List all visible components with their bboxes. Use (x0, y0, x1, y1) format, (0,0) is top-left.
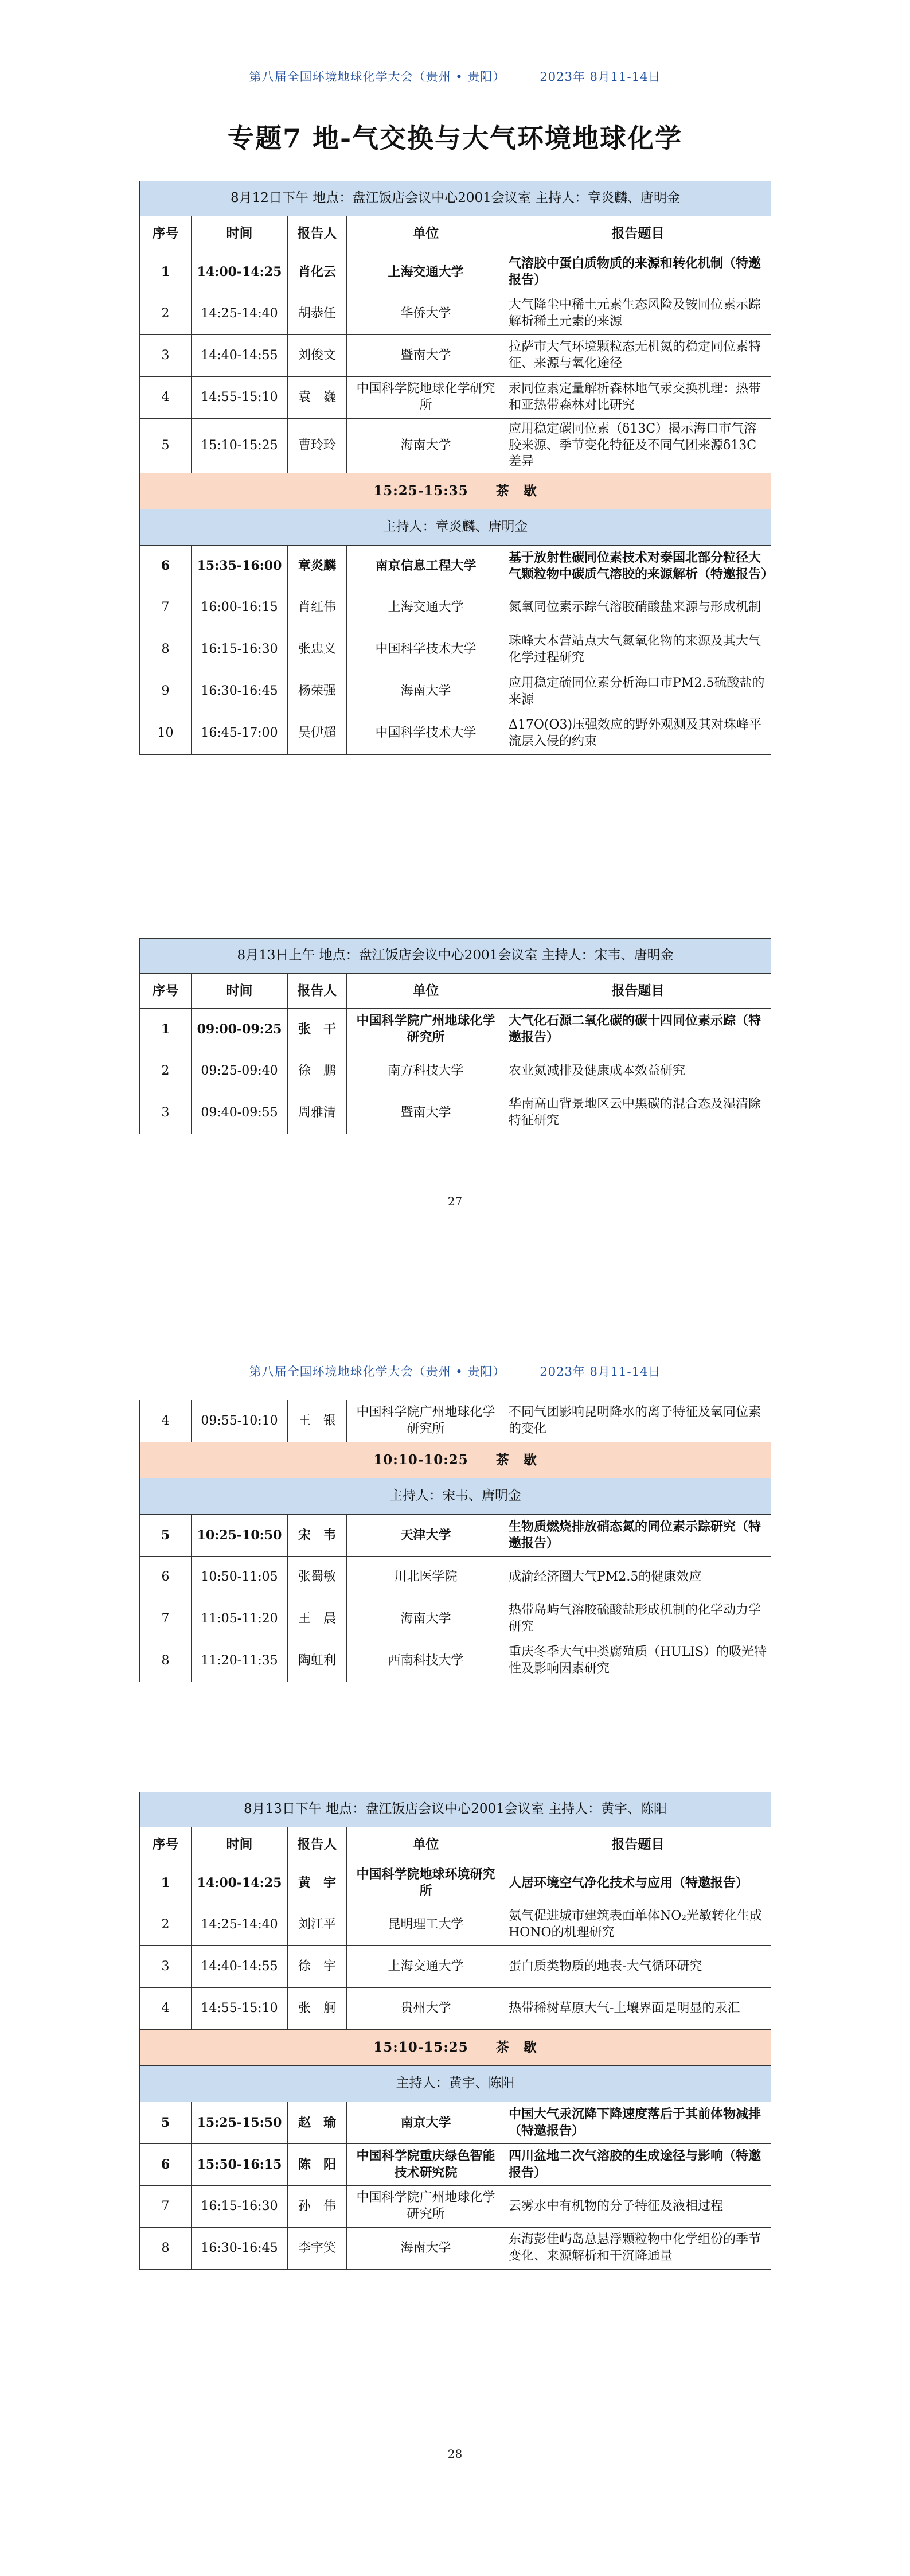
column-header-topic: 报告题目 (505, 974, 771, 1009)
tea-break-label: 茶 歇 (495, 2040, 537, 2056)
column-header-topic: 报告题目 (505, 216, 771, 251)
running-header (0, 1363, 910, 1380)
tea-break-time: 15:25-15:35 (373, 482, 468, 499)
page-number: 27 (447, 1194, 463, 1208)
speaker-affiliation: 贵州大学 (347, 1988, 505, 2030)
table-row (140, 293, 771, 335)
talk-number: 2 (140, 1050, 192, 1092)
talk-time: 14:00-14:25 (192, 1862, 288, 1904)
conference-date: 2023年 8月11-14日 (540, 1365, 661, 1379)
speaker-affiliation: 西南科技大学 (347, 1640, 505, 1682)
talk-topic: 珠峰大本营站点大气氮氧化物的来源及其大气化学过程研究 (505, 629, 771, 671)
talk-time: 10:25-10:50 (192, 1515, 288, 1557)
talk-time: 09:55-10:10 (192, 1400, 288, 1442)
speaker-affiliation: 海南大学 (347, 419, 505, 473)
talk-topic: 应用稳定硫同位素分析海口市PM2.5硫酸盐的来源 (505, 671, 771, 713)
talk-number: 5 (140, 1515, 192, 1557)
talk-topic: 大气降尘中稀土元素生态风险及铵同位素示踪解析稀土元素的来源 (505, 293, 771, 335)
speaker-affiliation: 中国科学技术大学 (347, 713, 505, 754)
talk-time: 15:35-16:00 (192, 545, 288, 587)
speaker-affiliation: 中国科学院地球环境研究所 (347, 1862, 505, 1904)
tea-break-label: 茶 歇 (495, 1452, 537, 1468)
table-row (140, 1946, 771, 1988)
speaker-affiliation: 南京大学 (347, 2102, 505, 2144)
talk-number: 5 (140, 2102, 192, 2144)
speaker-name: 章炎麟 (288, 545, 347, 587)
table-row (140, 2186, 771, 2228)
talk-topic: 氨气促进城市建筑表面单体NO₂光敏转化生成HONO的机理研究 (505, 1904, 771, 1946)
speaker-affiliation: 上海交通大学 (347, 587, 505, 629)
table-row (140, 1092, 771, 1134)
speaker-affiliation: 中国科学院重庆绿色智能技术研究院 (347, 2144, 505, 2186)
talk-time: 14:55-15:10 (192, 377, 288, 419)
column-header-topic: 报告题目 (505, 1827, 771, 1862)
talk-topic: 四川盆地二次气溶胶的生成途径与影响（特邀报告） (505, 2144, 771, 2186)
talk-number: 8 (140, 1640, 192, 1682)
table-row (140, 1557, 771, 1598)
column-header-affiliation: 单位 (347, 1827, 505, 1862)
speaker-affiliation: 暨南大学 (347, 1092, 505, 1134)
talk-number: 6 (140, 1557, 192, 1598)
column-header-row (140, 216, 771, 251)
schedule-table-aug12-pm (139, 181, 774, 755)
speaker-affiliation: 昆明理工大学 (347, 1904, 505, 1946)
tea-break-time: 10:10-10:25 (373, 1452, 468, 1468)
conference-date: 2023年 8月11-14日 (540, 70, 661, 84)
column-header-time: 时间 (192, 216, 288, 251)
speaker-affiliation: 中国科学技术大学 (347, 629, 505, 671)
talk-topic: 气溶胶中蛋白质物质的来源和转化机制（特邀报告） (505, 251, 771, 293)
talk-number: 5 (140, 419, 192, 473)
talk-topic: 东海彭佳屿岛总悬浮颗粒物中化学组份的季节变化、来源解析和干沉降通量 (505, 2228, 771, 2270)
speaker-affiliation: 暨南大学 (347, 335, 505, 377)
tea-break (140, 473, 771, 509)
tea-break (140, 1442, 771, 1478)
speaker-affiliation: 川北医学院 (347, 1557, 505, 1598)
table-row (140, 1598, 771, 1640)
tea-break-row (140, 473, 771, 509)
tea-break-time: 15:10-15:25 (373, 2040, 468, 2056)
talk-time: 14:25-14:40 (192, 293, 288, 335)
talk-number: 4 (140, 1988, 192, 2030)
tea-break (140, 2030, 771, 2066)
talk-time: 16:30-16:45 (192, 2228, 288, 2270)
column-header-affiliation: 单位 (347, 974, 505, 1009)
column-header-row (140, 1827, 771, 1862)
talk-time: 15:10-15:25 (192, 419, 288, 473)
talk-topic: 热带稀树草原大气-土壤界面是明显的汞汇 (505, 1988, 771, 2030)
talk-number: 1 (140, 1862, 192, 1904)
talk-topic: 华南高山背景地区云中黑碳的混合态及湿清除特征研究 (505, 1092, 771, 1134)
talk-number: 7 (140, 2186, 192, 2228)
talk-number: 9 (140, 671, 192, 713)
talk-number: 1 (140, 1009, 192, 1050)
tea-break-row (140, 2030, 771, 2066)
talk-topic: 云雾水中有机物的分子特征及液相过程 (505, 2186, 771, 2228)
speaker-affiliation: 南京信息工程大学 (347, 545, 505, 587)
speaker-affiliation: 上海交通大学 (347, 1946, 505, 1988)
column-header-no: 序号 (140, 216, 192, 251)
column-header-speaker: 报告人 (288, 1827, 347, 1862)
tea-break-row (140, 1442, 771, 1478)
session-host: 主持人：宋韦、唐明金 (140, 1478, 771, 1515)
talk-topic: 大气化石源二氧化碳的碳十四同位素示踪（特邀报告） (505, 1009, 771, 1050)
talk-time: 09:00-09:25 (192, 1009, 288, 1050)
speaker-name: 吴伊超 (288, 713, 347, 754)
talk-time: 16:15-16:30 (192, 2186, 288, 2228)
schedule-table-aug13-am (139, 938, 771, 1134)
talk-time: 15:25-15:50 (192, 2102, 288, 2144)
talk-topic: 重庆冬季大气中类腐殖质（HULIS）的吸光特性及影响因素研究 (505, 1640, 771, 1682)
talk-time: 16:15-16:30 (192, 629, 288, 671)
talk-number: 1 (140, 251, 192, 293)
talk-topic: 氮氧同位素示踪气溶胶硝酸盐来源与形成机制 (505, 587, 771, 629)
talk-number: 8 (140, 629, 192, 671)
session-info-row (140, 1792, 771, 1827)
talk-number: 8 (140, 2228, 192, 2270)
speaker-affiliation: 华侨大学 (347, 293, 505, 335)
session-info-row (140, 939, 771, 974)
speaker-name: 刘江平 (288, 1904, 347, 1946)
schedule-table-aug13-am-continued (139, 1400, 771, 1682)
speaker-name: 张忠义 (288, 629, 347, 671)
speaker-affiliation: 海南大学 (347, 671, 505, 713)
page-number: 28 (447, 2447, 463, 2461)
talk-topic: 应用稳定碳同位素（δ13C）揭示海口市气溶胶来源、季节变化特征及不同气团来源δ13C差异 (505, 419, 771, 473)
page-28 (0, 1288, 910, 2576)
table-row (140, 2102, 771, 2144)
column-header-affiliation: 单位 (347, 216, 505, 251)
talk-topic: 蛋白质类物质的地表-大气循环研究 (505, 1946, 771, 1988)
talk-topic: Δ17O(O3)压强效应的野外观测及其对珠峰平流层入侵的约束 (505, 713, 771, 754)
talk-topic: 热带岛屿气溶胶硫酸盐形成机制的化学动力学研究 (505, 1598, 771, 1640)
speaker-affiliation: 上海交通大学 (347, 251, 505, 293)
column-header-row (140, 974, 771, 1009)
talk-number: 4 (140, 377, 192, 419)
speaker-affiliation: 中国科学院广州地球化学研究所 (347, 1009, 505, 1050)
talk-time: 14:40-14:55 (192, 1946, 288, 1988)
host-row (140, 509, 771, 545)
column-header-speaker: 报告人 (288, 216, 347, 251)
running-header (0, 68, 910, 85)
speaker-name: 刘俊文 (288, 335, 347, 377)
table-row (140, 671, 771, 713)
column-header-no: 序号 (140, 1827, 192, 1862)
host-row (140, 1478, 771, 1515)
talk-time: 16:00-16:15 (192, 587, 288, 629)
talk-time: 14:40-14:55 (192, 335, 288, 377)
speaker-name: 胡恭任 (288, 293, 347, 335)
column-header-time: 时间 (192, 974, 288, 1009)
speaker-name: 张蜀敏 (288, 1557, 347, 1598)
talk-number: 2 (140, 293, 192, 335)
session-host: 主持人：黄宇、陈阳 (140, 2066, 771, 2102)
speaker-name: 周雅清 (288, 1092, 347, 1134)
talk-time: 09:40-09:55 (192, 1092, 288, 1134)
speaker-name: 李宇笑 (288, 2228, 347, 2270)
talk-topic: 基于放射性碳同位素技术对泰国北部分粒径大气颗粒物中碳质气溶胶的来源解析（特邀报告） (505, 545, 771, 587)
talk-topic: 人居环境空气净化技术与应用（特邀报告） (505, 1862, 771, 1904)
column-header-no: 序号 (140, 974, 192, 1009)
talk-number: 2 (140, 1904, 192, 1946)
speaker-name: 孙 伟 (288, 2186, 347, 2228)
talk-number: 4 (140, 1400, 192, 1442)
host-row (140, 2066, 771, 2102)
speaker-name: 袁 巍 (288, 377, 347, 419)
session-info-row (140, 181, 771, 216)
talk-time: 16:45-17:00 (192, 713, 288, 754)
page-title: 专题7 地-气交换与大气环境地球化学 (227, 123, 683, 154)
talk-time: 10:50-11:05 (192, 1557, 288, 1598)
table-row (140, 1640, 771, 1682)
session-info: 8月13日上午 地点：盘江饭店会议中心2001会议室 主持人：宋韦、唐明金 (140, 939, 771, 974)
speaker-affiliation: 中国科学院广州地球化学研究所 (347, 2186, 505, 2228)
talk-time: 09:25-09:40 (192, 1050, 288, 1092)
column-header-speaker: 报告人 (288, 974, 347, 1009)
speaker-name: 赵 瑜 (288, 2102, 347, 2144)
speaker-name: 王 银 (288, 1400, 347, 1442)
speaker-name: 王 晨 (288, 1598, 347, 1640)
talk-number: 7 (140, 1598, 192, 1640)
session-info: 8月13日下午 地点：盘江饭店会议中心2001会议室 主持人：黄宇、陈阳 (140, 1792, 771, 1827)
speaker-affiliation: 中国科学院地球化学研究所 (347, 377, 505, 419)
speaker-affiliation: 海南大学 (347, 1598, 505, 1640)
speaker-name: 徐 宇 (288, 1946, 347, 1988)
talk-topic: 成渝经济圈大气PM2.5的健康效应 (505, 1557, 771, 1598)
table-row (140, 629, 771, 671)
talk-topic: 中国大气汞沉降下降速度落后于其前体物减排（特邀报告） (505, 2102, 771, 2144)
speaker-affiliation: 南方科技大学 (347, 1050, 505, 1092)
speaker-name: 陈 阳 (288, 2144, 347, 2186)
table-row (140, 1904, 771, 1946)
table-row (140, 419, 771, 473)
speaker-affiliation: 中国科学院广州地球化学研究所 (347, 1400, 505, 1442)
talk-time: 11:20-11:35 (192, 1640, 288, 1682)
speaker-affiliation: 天津大学 (347, 1515, 505, 1557)
table-row (140, 1988, 771, 2030)
speaker-name: 张 干 (288, 1009, 347, 1050)
speaker-name: 肖化云 (288, 251, 347, 293)
table-row (140, 713, 771, 754)
talk-time: 16:30-16:45 (192, 671, 288, 713)
table-row (140, 1050, 771, 1092)
talk-time: 14:25-14:40 (192, 1904, 288, 1946)
talk-topic: 汞同位素定量解析森林地气汞交换机理：热带和亚热带森林对比研究 (505, 377, 771, 419)
table-row (140, 1400, 771, 1442)
session-info: 8月12日下午 地点：盘江饭店会议中心2001会议室 主持人：章炎麟、唐明金 (140, 181, 771, 216)
talk-time: 15:50-16:15 (192, 2144, 288, 2186)
session-host: 主持人：章炎麟、唐明金 (140, 509, 771, 545)
speaker-name: 曹玲玲 (288, 419, 347, 473)
table-row (140, 1009, 771, 1050)
table-row (140, 377, 771, 419)
table-row (140, 545, 771, 587)
speaker-name: 黄 宇 (288, 1862, 347, 1904)
talk-number: 3 (140, 335, 192, 377)
talk-topic: 不同气团影响昆明降水的离子特征及氧同位素的变化 (505, 1400, 771, 1442)
talk-time: 14:00-14:25 (192, 251, 288, 293)
speaker-affiliation: 海南大学 (347, 2228, 505, 2270)
speaker-name: 张 舸 (288, 1988, 347, 2030)
table-row (140, 2144, 771, 2186)
speaker-name: 陶虹利 (288, 1640, 347, 1682)
talk-number: 3 (140, 1092, 192, 1134)
column-header-time: 时间 (192, 1827, 288, 1862)
speaker-name: 肖红伟 (288, 587, 347, 629)
talk-number: 6 (140, 545, 192, 587)
talk-number: 7 (140, 587, 192, 629)
schedule-table-aug13-pm (139, 1792, 771, 2270)
talk-topic: 拉萨市大气环境颗粒态无机氮的稳定同位素特征、来源与氧化途径 (505, 335, 771, 377)
talk-number: 10 (140, 713, 192, 754)
table-row (140, 587, 771, 629)
conference-name: 第八届全国环境地球化学大会（贵州 • 贵阳） (249, 1365, 506, 1379)
talk-time: 14:55-15:10 (192, 1988, 288, 2030)
table-row (140, 1515, 771, 1557)
speaker-name: 宋 韦 (288, 1515, 347, 1557)
talk-number: 6 (140, 2144, 192, 2186)
conference-name: 第八届全国环境地球化学大会（贵州 • 贵阳） (249, 70, 506, 84)
talk-time: 11:05-11:20 (192, 1598, 288, 1640)
table-row (140, 1862, 771, 1904)
talk-topic: 生物质燃烧排放硝态氮的同位素示踪研究（特邀报告） (505, 1515, 771, 1557)
table-row (140, 335, 771, 377)
tea-break-label: 茶 歇 (495, 482, 537, 499)
table-row (140, 2228, 771, 2270)
speaker-name: 徐 鹏 (288, 1050, 347, 1092)
speaker-name: 杨荣强 (288, 671, 347, 713)
talk-topic: 农业氮减排及健康成本效益研究 (505, 1050, 771, 1092)
talk-number: 3 (140, 1946, 192, 1988)
table-row (140, 251, 771, 293)
